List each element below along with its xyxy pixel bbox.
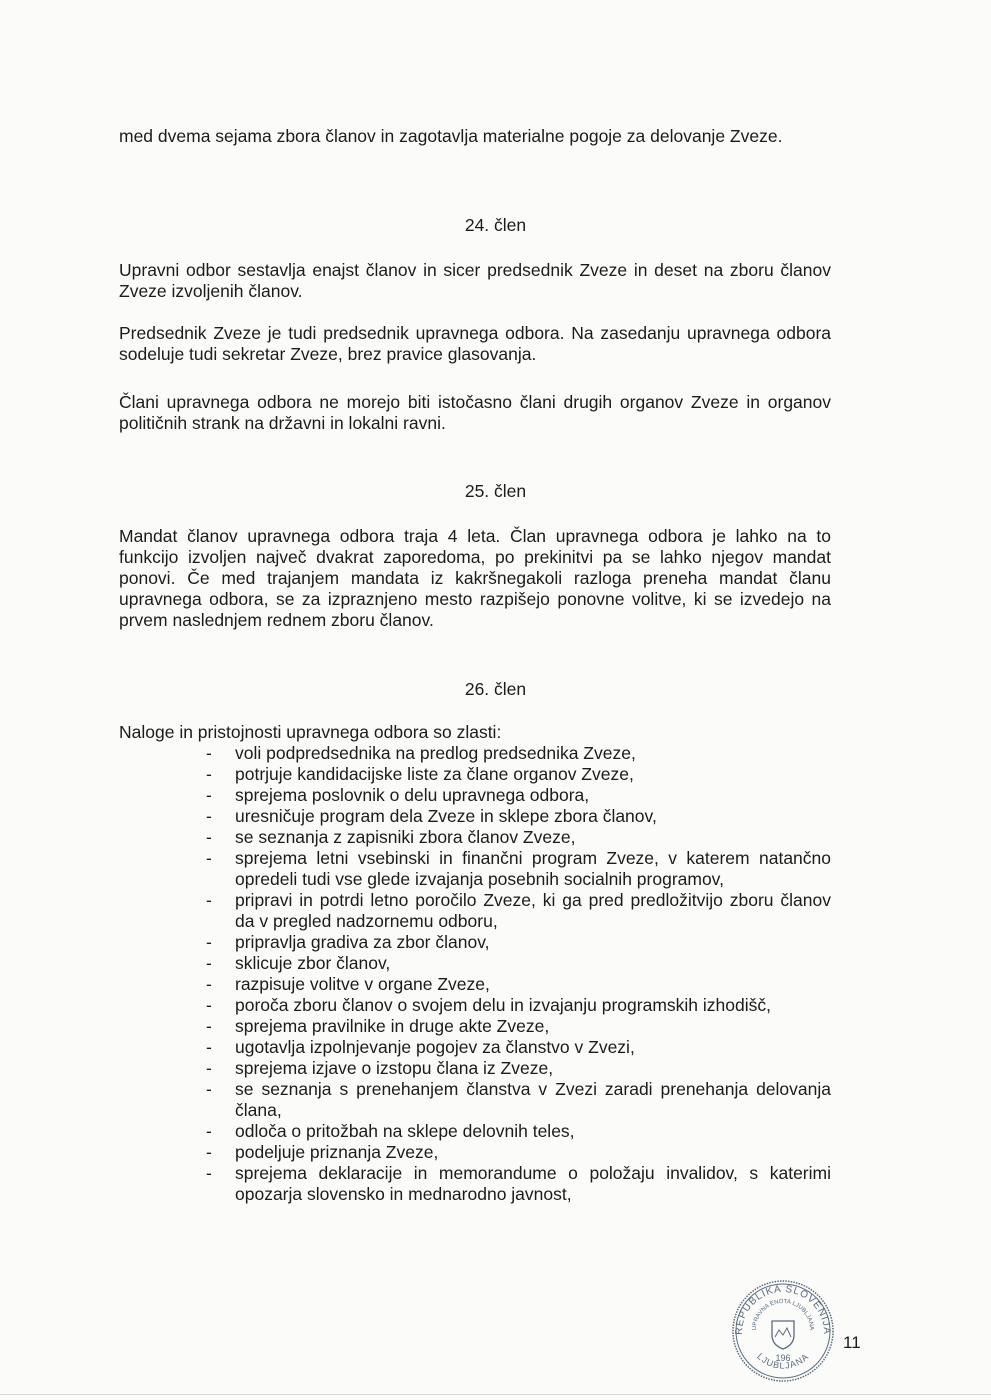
list-bullet: -: [206, 932, 212, 952]
task-list-item: [119, 974, 831, 995]
task-list-item: [119, 1163, 831, 1205]
list-bullet: -: [206, 1121, 212, 1141]
list-bullet: -: [206, 1037, 212, 1057]
svg-text:UPRAVNA ENOTA LJUBLJANA: [752, 1299, 814, 1331]
list-bullet: -: [206, 995, 212, 1015]
list-bullet: -: [206, 1163, 212, 1183]
article-25-heading: 25. člen: [464, 481, 527, 501]
task-list-item: [119, 827, 831, 848]
list-bullet: -: [206, 974, 212, 994]
task-list-item: [119, 995, 831, 1016]
task-text: sprejema deklaracije in memorandume o položaju invalidov, s katerimi opozarja slovensko in mednarodno javnost,: [235, 1163, 831, 1204]
page-number: 11: [843, 1333, 861, 1352]
task-list-item: [119, 743, 831, 764]
task-list-item: [119, 932, 831, 953]
task-text: voli podpredsednika na predlog predsednika Zveze,: [235, 743, 636, 763]
task-text: odloča o pritožbah na sklepe delovnih teles,: [235, 1121, 575, 1141]
task-list-item: [119, 1016, 831, 1037]
task-text: potrjuje kandidacijske liste za člane organov Zveze,: [235, 764, 634, 784]
article-26-heading: 26. člen: [464, 679, 527, 699]
task-list-item: [119, 785, 831, 806]
task-list-item: [119, 764, 831, 785]
task-text: sprejema pravilnike in druge akte Zveze,: [235, 1016, 550, 1036]
task-list-item: [119, 848, 831, 890]
task-text: pripravlja gradiva za zbor članov,: [235, 932, 490, 952]
seal-number: 196: [775, 1353, 791, 1363]
list-bullet: -: [206, 806, 212, 826]
list-bullet: -: [206, 1016, 212, 1036]
task-list-item: [119, 1058, 831, 1079]
task-text: podeljuje priznanja Zveze,: [235, 1142, 439, 1162]
task-text: sprejema izjave o izstopu člana iz Zveze,: [235, 1058, 554, 1078]
seal-bottom-text: LJUBLJANA: [755, 1351, 811, 1371]
task-text: ugotavlja izpolnjevanje pogojev za članstvo v Zvezi,: [235, 1037, 635, 1057]
list-bullet: -: [206, 785, 212, 805]
task-text: sprejema poslovnik o delu upravnega odbora,: [235, 785, 590, 805]
list-bullet: -: [206, 827, 212, 847]
list-bullet: -: [206, 1079, 212, 1099]
task-list-item: [119, 1121, 831, 1142]
task-list-item: [119, 890, 831, 932]
task-text: razpisuje volitve v organe Zveze,: [235, 974, 490, 994]
article-24-heading: 24. člen: [464, 215, 527, 235]
list-bullet: -: [206, 764, 212, 784]
article-26-tasks: [119, 722, 831, 1205]
task-list-item: [119, 806, 831, 827]
svg-text:REPUBLIKA SLOVENIJA: [734, 1284, 832, 1335]
task-list-item: [119, 1142, 831, 1163]
list-bullet: -: [206, 1142, 212, 1162]
task-text: poroča zboru članov o svojem delu in izvajanju programskih izhodišč,: [235, 995, 771, 1015]
list-bullet: -: [206, 848, 212, 868]
task-list-item: [119, 1037, 831, 1058]
task-text: uresničuje program dela Zveze in sklepe zbora članov,: [235, 806, 657, 826]
article-24-paragraph-1: Upravni odbor sestavlja enajst članov in sicer predsednik Zveze in deset na zboru članov Zveze izvoljenih članov.: [119, 260, 831, 301]
list-bullet: -: [206, 1058, 212, 1078]
list-bullet: -: [206, 890, 212, 910]
task-list-item: [119, 953, 831, 974]
article-24-paragraph-2: Predsednik Zveze je tudi predsednik upravnega odbora. Na zasedanju upravnega odbora sodeluje tudi sekretar Zveze, brez pravice glasovanja.: [119, 323, 831, 364]
task-list: [119, 743, 831, 1205]
task-text: se seznanja s prenehanjem članstva v Zvezi zaradi prenehanja delovanja člana,: [235, 1079, 831, 1120]
task-text: sprejema letni vsebinski in finančni program Zveze, v katerem natančno opredeli tudi vse glede izvajanja posebnih socialnih programov,: [235, 848, 831, 889]
official-seal: [728, 1275, 838, 1385]
scan-edge-line: [0, 1394, 991, 1395]
list-bullet: -: [206, 743, 212, 763]
task-text: se seznanja z zapisniki zbora članov Zveze,: [235, 827, 576, 847]
article-26-intro: Naloge in pristojnosti upravnega odbora so zlasti:: [119, 722, 502, 742]
article-25-paragraph: Mandat članov upravnega odbora traja 4 leta. Član upravnega odbora je lahko na to funkcijo izvoljen največ dvakrat zaporedoma, po prekinitvi pa se lahko njegov mandat ponovi. Če med trajanjem mandata iz kakršnegakoli razloga preneha mandat članu upravnega odbora, se za izpraznjeno mesto razpišejo ponovne volitve, ki se izvedejo na prvem naslednjem rednem zboru članov.: [119, 526, 831, 630]
list-bullet: -: [206, 953, 212, 973]
seal-inner-text: UPRAVNA ENOTA LJUBLJANA: [751, 1298, 815, 1331]
seal-outer-text: REPUBLIKA SLOVENIJA: [733, 1283, 833, 1336]
article-24-paragraph-3: Člani upravnega odbora ne morejo biti istočasno člani drugih organov Zveze in organov političnih strank na državni in lokalni ravni.: [119, 392, 831, 433]
intro-paragraph: med dvema sejama zbora članov in zagotavlja materialne pogoje za delovanje Zveze.: [119, 126, 783, 146]
task-list-item: [119, 1079, 831, 1121]
task-text: pripravi in potrdi letno poročilo Zveze, ki ga pred predložitvijo zboru članov da v pregled nadzornemu odboru,: [235, 890, 831, 931]
task-text: sklicuje zbor članov,: [235, 953, 391, 973]
